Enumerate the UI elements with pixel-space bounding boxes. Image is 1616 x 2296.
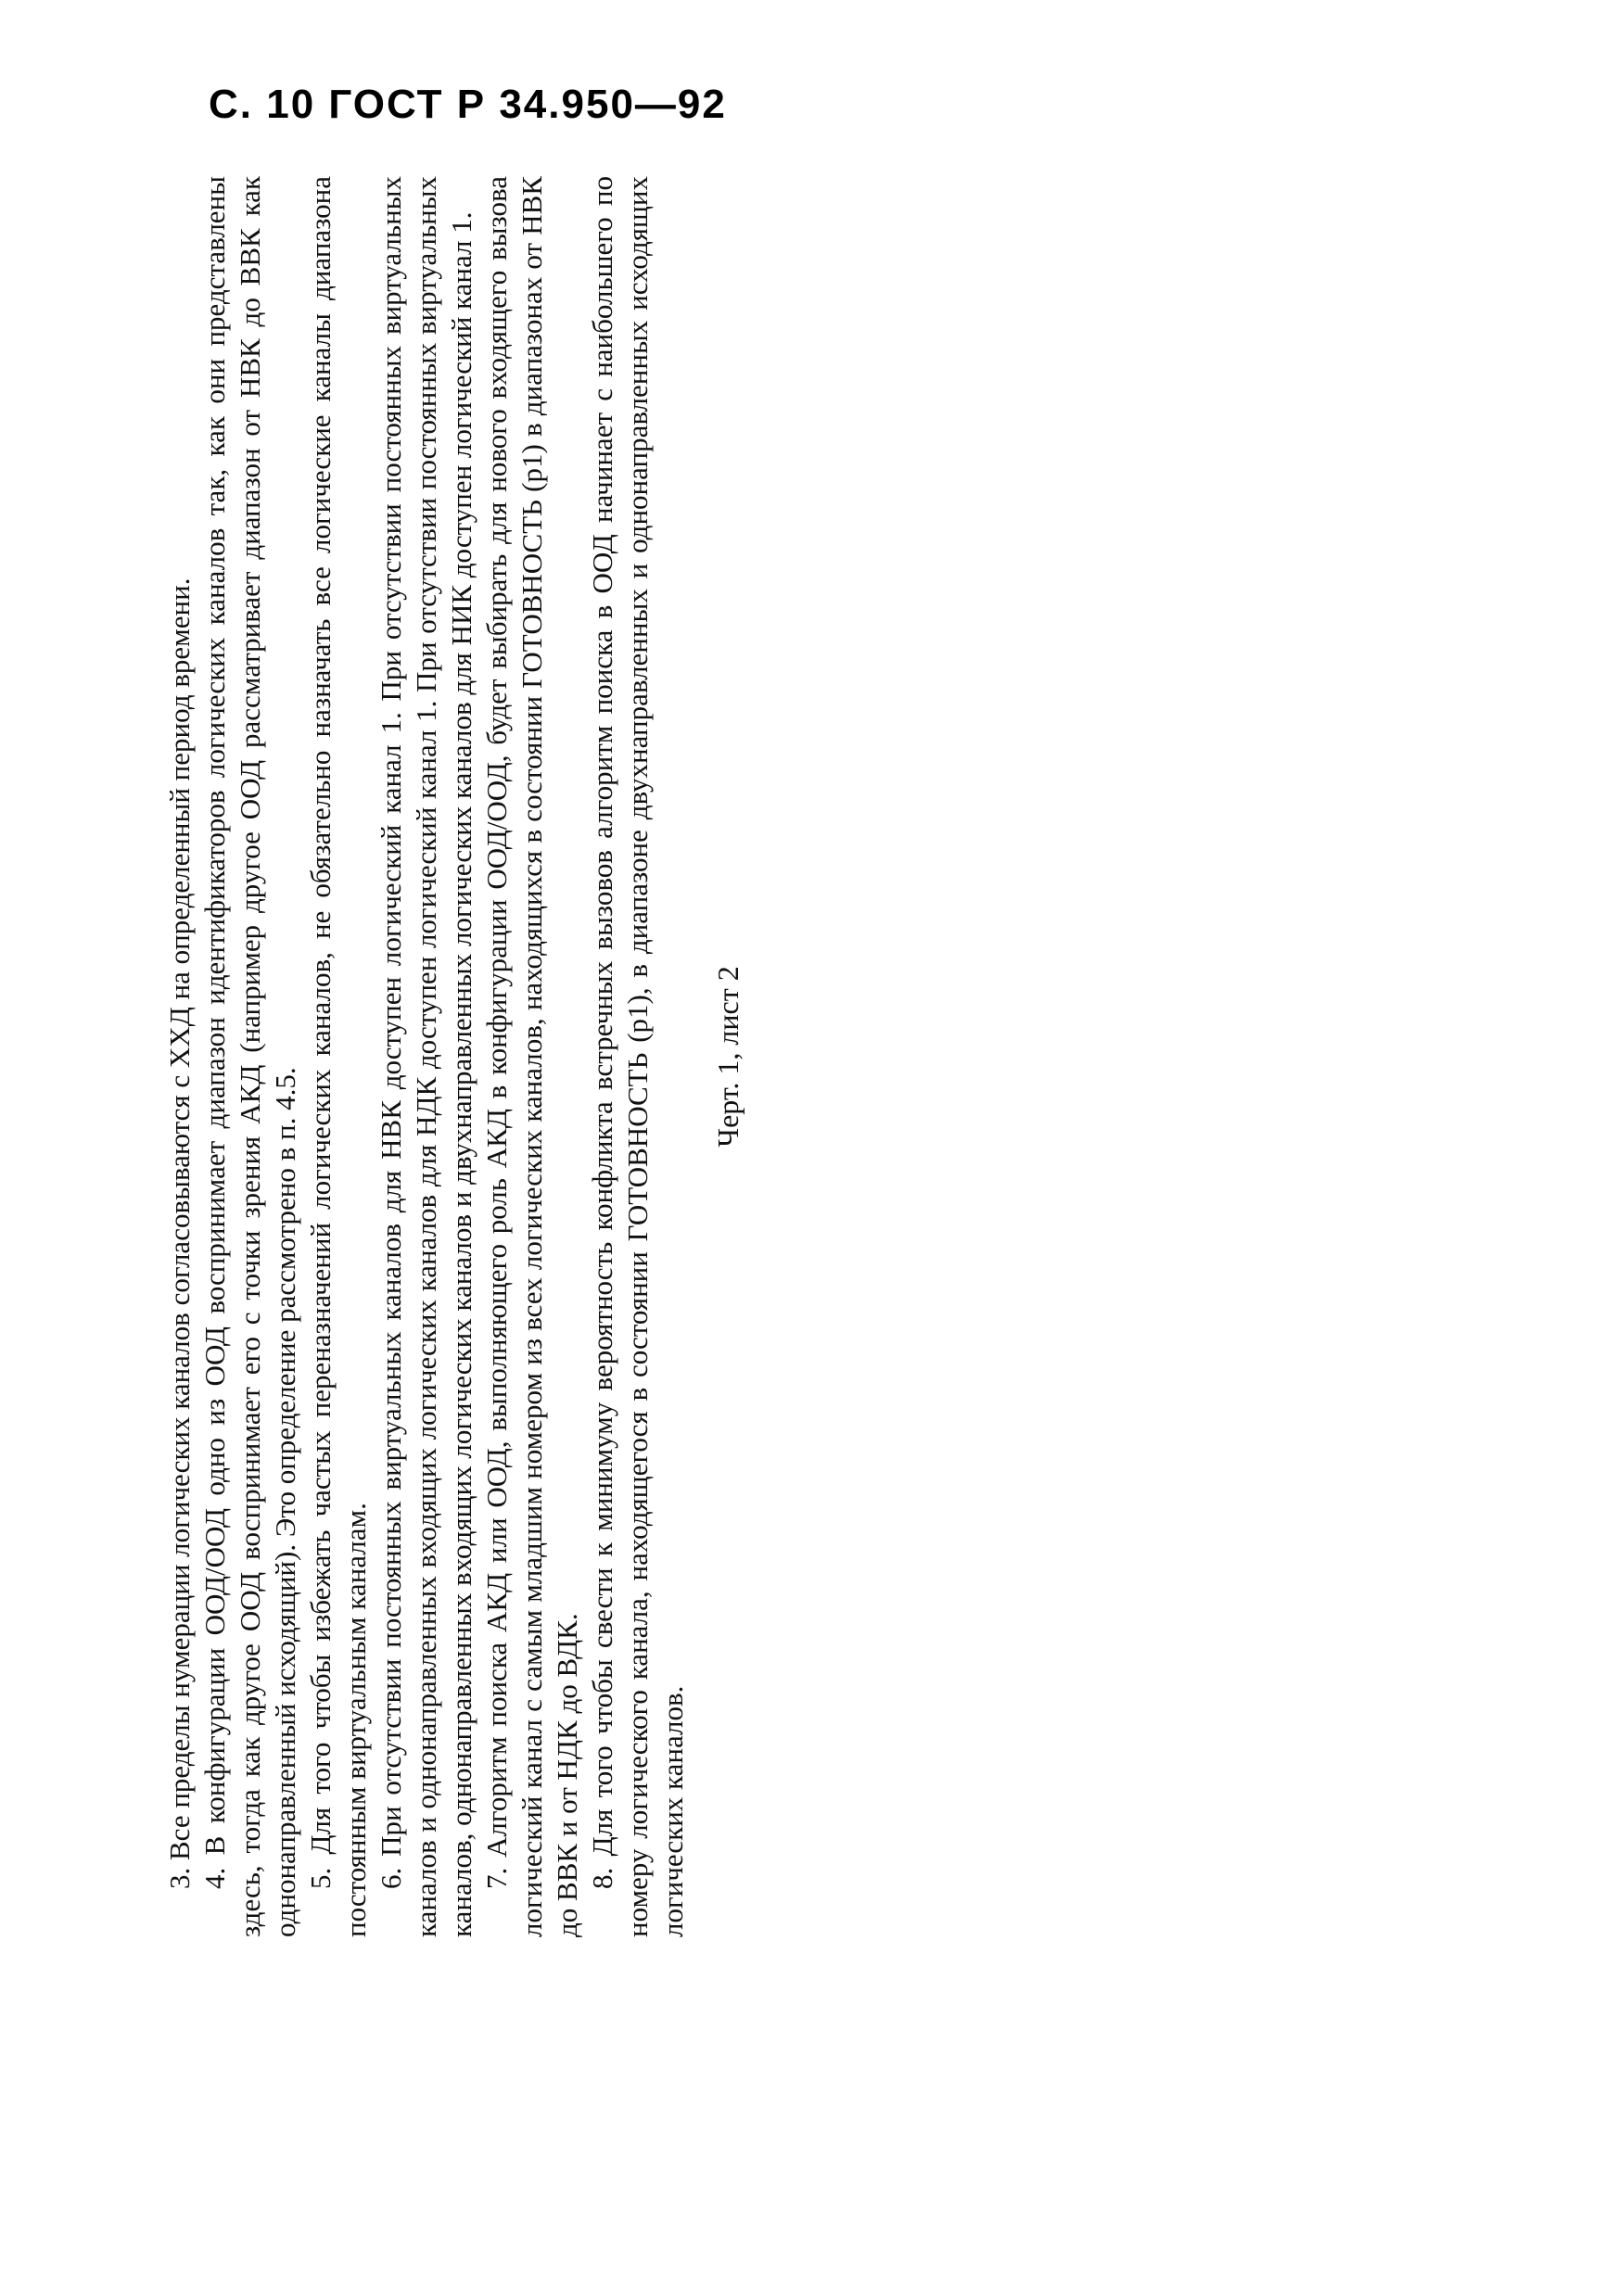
figure-caption: Черт. 1, лист 2	[711, 966, 744, 1148]
notes-body	[162, 176, 691, 1937]
note-paragraph-3: 3. Все пределы нумерации логических каналов согласовываются с ХХД на определенный период времени.	[163, 577, 196, 1889]
rotated-text-block	[162, 176, 923, 1937]
note-paragraph-7: 7. Алгоритм поиска АКД или ООД, выполняющего роль АКД в конфигурации ООД/ООД, будет выбирать для нового входящего вызова логический канал с самым младшим номером из всех логических каналов, находящихся в состоянии ГОТОВНОСТЬ (p1) в диапазонах от НВК до ВВК и от НДК до ВДК.	[480, 176, 583, 1937]
note-paragraph-6: 6. При отсутствии постоянных виртуальных каналов для НВК доступен логический канал 1. При отсутствии постоянных виртуальных каналов и однонаправленных входящих логических каналов для НДК доступен логический канал 1. При отсутствии постоянных виртуальных каналов, однонаправленных входящих логических каналов и двухнаправленных логических каналов для НИК доступен логический канал 1.	[375, 176, 477, 1937]
page-header: С. 10 ГОСТ Р 34.950—92	[209, 82, 727, 127]
note-paragraph-8: 8. Для того чтобы свести к минимуму вероятность конфликта встречных вызовов алгоритм поиска в ООД начинает с наибольшего по номеру логического канала, находящегося в состоянии ГОТОВНОСТЬ (p1), в диапазоне двухнаправленных и однонаправленных исходящих логических каналов.	[586, 176, 689, 1937]
note-paragraph-5: 5. Для того чтобы избежать частых переназначений логических каналов, не обязательно назначать все логические каналы диапазона постоянным виртуальным каналам.	[304, 176, 372, 1937]
note-paragraph-4: 4. В конфигурации ООД/ООД одно из ООД воспринимает диапазон идентификаторов логических каналов так, как они представлены здесь, тогда как другое ООД воспринимает его с точки зрения АКД (например другое ООД рассматривает диапазон от НВК до ВВК как однонаправленный исходящий). Это определение рассмотрено в п. 4.5.	[198, 176, 301, 1937]
